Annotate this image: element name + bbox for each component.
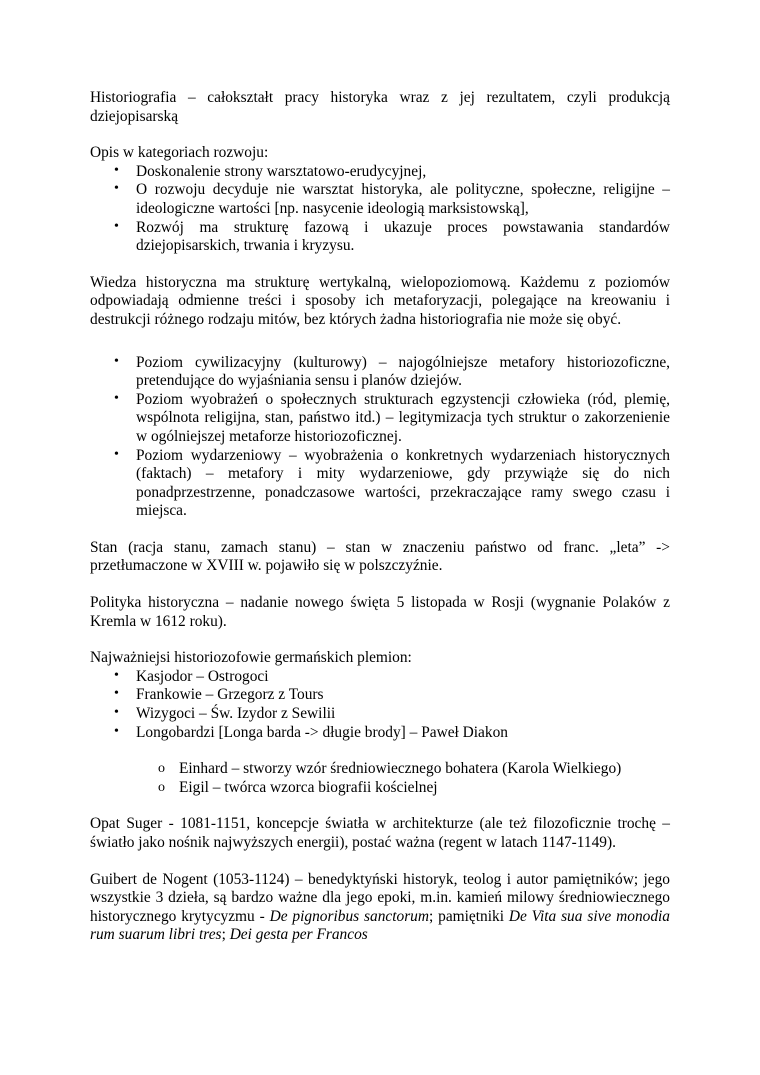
work-title: De Vita sua sive monodia rum suarum libri tres [90, 907, 670, 944]
list-item: o Eigil – twórca wzorca biografii kościelnej [158, 778, 438, 796]
list-item: • Poziom wydarzeniowy – wyobrażenia o konkretnych wydarzeniach historycznych (faktach) – metafory i mity wydarzeniowe, gdy przywiąże się do nich ponadprzestrzenne, ponadczasowe wartości, przekraczające ramy swego czasu i miejsca. [114, 446, 670, 520]
list-item: • Frankowie – Grzegorz z Tours [114, 686, 324, 704]
paragraph-opis-heading: Opis w kategoriach rozwoju: [90, 144, 269, 162]
bullet-list-rozwoj [90, 163, 670, 256]
bullet-icon: • [114, 181, 119, 197]
sub-list-karolingowie [158, 760, 670, 797]
paragraph-polityka: Polityka historyczna – nadanie nowego święta 5 listopada w Rosji (wygnanie Polaków z Kremla w 1612 roku). [90, 594, 670, 630]
list-item: • Kasjodor – Ostrogoci [114, 667, 269, 685]
bullet-icon: • [114, 390, 119, 406]
bullet-icon: • [114, 353, 119, 369]
paragraph-historiografia: Historiografia – całokształt pracy historyka wraz z jej rezultatem, czyli produkcją dziejopisarską [90, 89, 670, 125]
bullet-list-plemiona [90, 668, 670, 742]
bullet-icon: • [114, 162, 119, 178]
list-item: • Doskonalenie strony warsztatowo-erudycyjnej, [114, 162, 427, 180]
paragraph-wiedza: Wiedza historyczna ma strukturę wertykalną, wielopoziomową. Każdemu z poziomów odpowiadają odmienne treści i sposoby ich metaforyzacji, polegające na kreowaniu i destrukcji różnego rodzaju mitów, bez których żadna historiografia nie może się obyć. [90, 273, 670, 328]
work-title: Dei gesta per Francos [229, 926, 368, 944]
bullet-icon: • [114, 686, 119, 702]
list-item: • Poziom cywilizacyjny (kulturowy) – najogólniejsze metafory historiozoficzne, pretendujące do wyjaśniania sensu i planów dziejów. [114, 353, 670, 390]
list-item: o Einhard – stworzy wzór średniowiecznego bohatera (Karola Wielkiego) [158, 760, 622, 778]
work-title: De pignoribus sanctorum [269, 907, 429, 925]
circle-bullet-icon: o [158, 779, 165, 795]
list-item: • Rozwój ma strukturę fazową i ukazuje proces powstawania standardów dziejopisarskich, trwania i kryzysu. [114, 218, 670, 255]
paragraph-historiozofowie-heading: Najważniejsi historiozofowie germańskich plemion: [90, 649, 412, 667]
bullet-icon: • [114, 667, 119, 683]
list-item: • Longobardzi [Longa barda -> długie brody] – Paweł Diakon [114, 723, 508, 741]
paragraph-stan: Stan (racja stanu, zamach stanu) – stan w znaczeniu państwo od franc. „leta” -> przetłumaczone w XVIII w. pojawiło się w polszczyźnie. [90, 538, 670, 575]
bullet-icon: • [114, 446, 119, 462]
bullet-icon: • [114, 218, 119, 234]
bullet-icon: • [114, 723, 119, 739]
bullet-list-poziomy [90, 354, 670, 521]
document-body [90, 89, 670, 963]
list-item: • Wizygoci – Św. Izydor z Sewilii [114, 705, 336, 723]
list-item: • O rozwoju decyduje nie warsztat historyka, ale polityczne, społeczne, religijne – ideologiczne wartości [np. nasycenie ideologią marksistowską], [114, 181, 670, 217]
list-item: • Poziom wyobrażeń o społecznych strukturach egzystencji człowieka (ród, plemię, wspólnota religijna, stan, państwo itd.) – legitymizacja tych struktur o zakorzenienie w ogólniejszej metaforze historiozoficznej. [114, 390, 670, 445]
circle-bullet-icon: o [158, 761, 165, 777]
paragraph-guibert: Guibert de Nogent (1053-1124) – benedyktyński historyk, teolog i autor pamiętników; jego wszystkie 3 dzieła, są bardzo ważne dla jego epoki, m.in. kamień milowy średniowiecznego historycznego krytycyzmu - De pignoribus sanctorum; pamiętniki De Vita sua sive monodia rum suarum libri tres; Dei gesta per Francos [90, 870, 670, 944]
paragraph-suger: Opat Suger - 1081-1151, koncepcje światła w architekturze (ale też filozoficznie trochę – światło jako nośnik najwyższych energii), postać ważna (regent w latach 1147-1149). [90, 815, 670, 851]
bullet-icon: • [114, 705, 119, 721]
